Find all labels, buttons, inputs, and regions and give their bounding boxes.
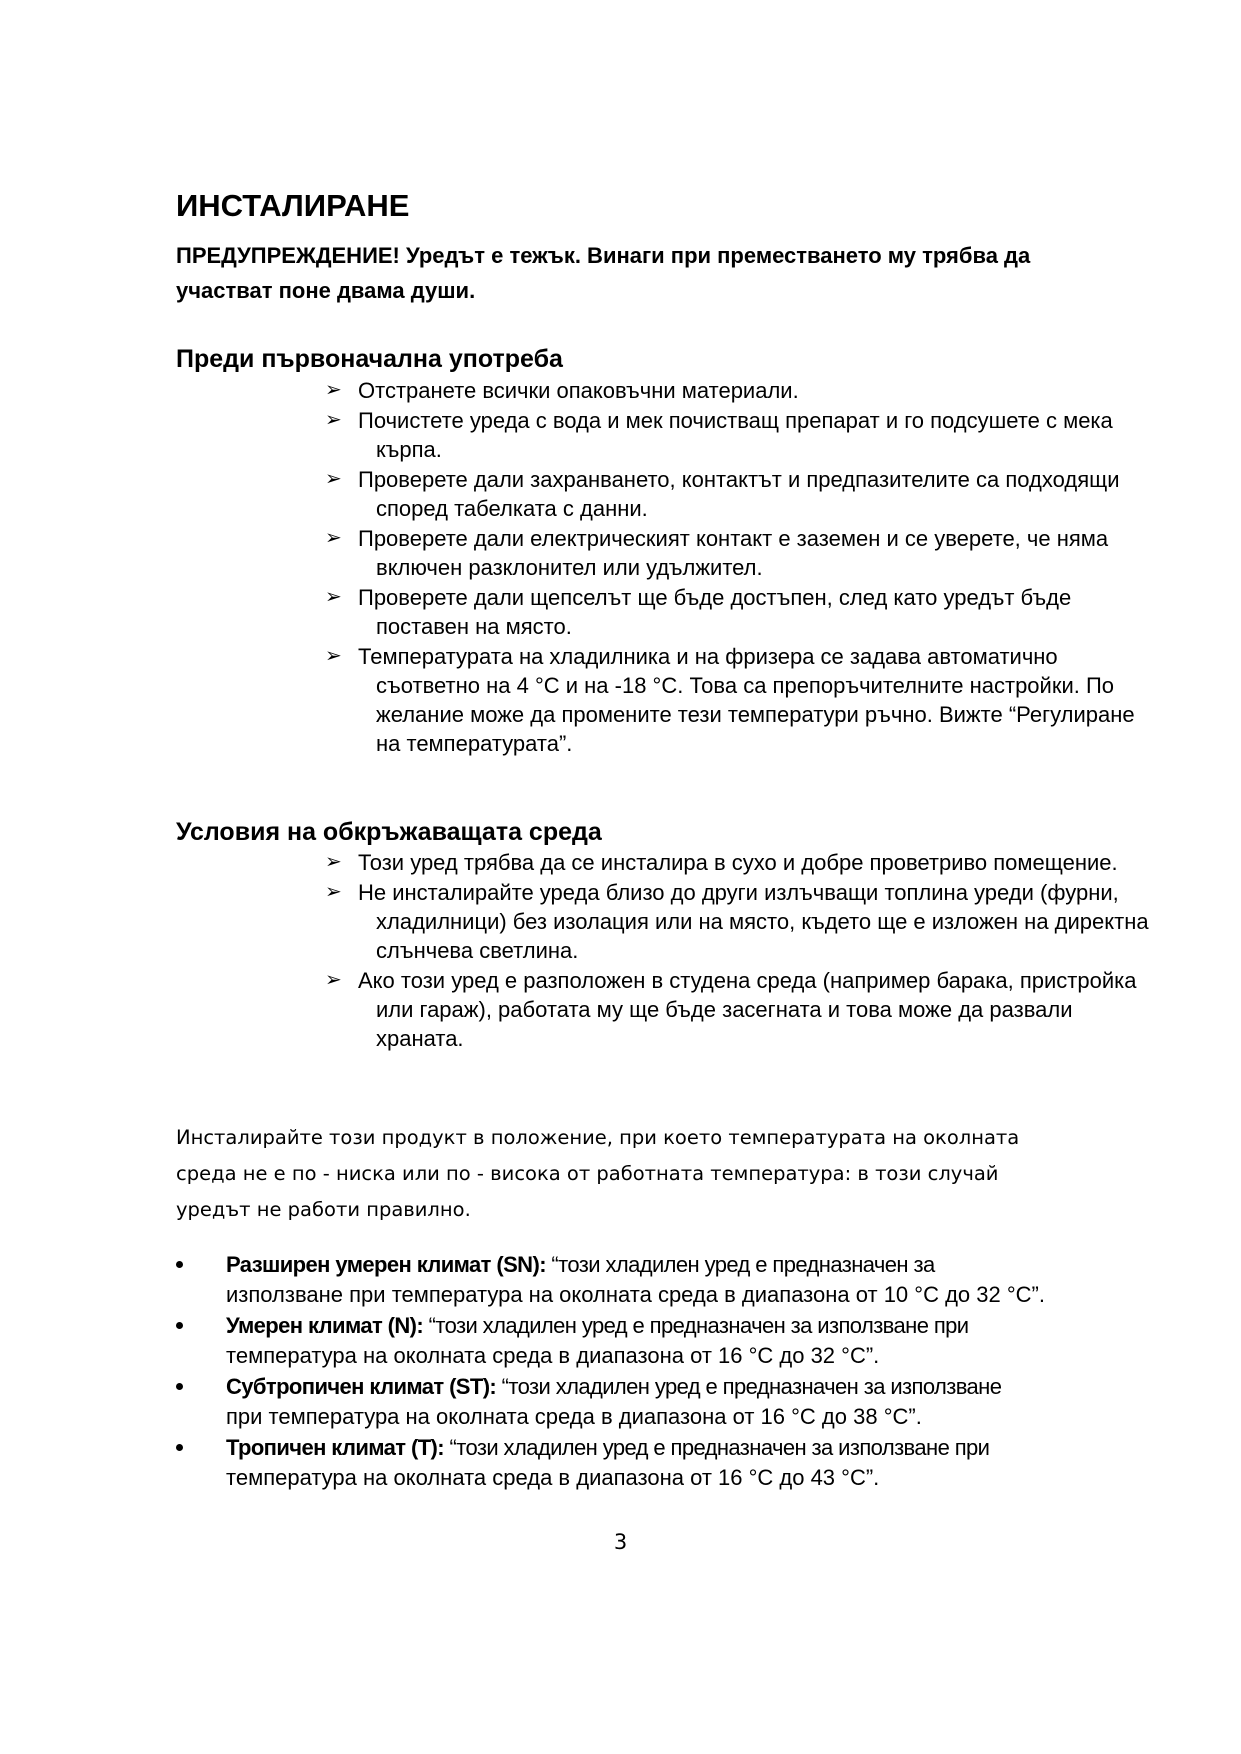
arrow-bullet-icon: ➢ <box>325 645 342 667</box>
climate-class-item: Тропичен климат (T): “този хладилен уред е предназначен за използване при температура на околната среда в диапазона от 16 °C до 43 °C”. <box>176 1433 1176 1493</box>
page-number: 3 <box>613 1530 628 1554</box>
section-heading-environment: Условия на обкръжаващата среда <box>176 818 602 846</box>
bullet-dot-icon <box>176 1322 183 1329</box>
list-item: ➢ Почистете уреда с вода и мек почистващ препарат и го подсушете с мека кърпа. <box>325 408 1113 462</box>
climate-class-item: Умерен климат (N): “този хладилен уред е предназначен за използване при температура на околната среда в диапазона от 16 °C до 32 °C”. <box>176 1311 1176 1371</box>
environment-list <box>325 848 1155 1054</box>
arrow-bullet-icon: ➢ <box>325 969 342 991</box>
bullet-dot-icon <box>176 1261 183 1268</box>
list-item: ➢ Този уред трябва да се инсталира в сухо и добре проветриво помещение. <box>325 850 1118 875</box>
arrow-bullet-icon: ➢ <box>325 379 342 401</box>
climate-class-item: Субтропичен климат (ST): “този хладилен уред е предназначен за използване при температура на околната среда в диапазона от 16 °C до 38 °C”. <box>176 1372 1176 1432</box>
arrow-bullet-icon: ➢ <box>325 881 342 903</box>
arrow-bullet-icon: ➢ <box>325 527 342 549</box>
installation-paragraph: Инсталирайте този продукт в положение, при което температурата на околната среда не е по - ниска или по - висока от работната температура: в този случай уредът не работи правилно. <box>176 1126 1020 1221</box>
list-item: ➢ Температурата на хладилника и на фризера се задава автоматично съответно на 4 °C и на -18 °C. Това са препоръчителните настройки. По желание може да промените тези температури ръчно. Вижте “Регулиране на температурата”. <box>325 644 1135 756</box>
arrow-bullet-icon: ➢ <box>325 468 342 490</box>
bullet-dot-icon <box>176 1444 183 1451</box>
list-item: ➢ Проверете дали щепселът ще бъде достъпен, след като уредът бъде поставен на място. <box>325 585 1072 639</box>
list-item: ➢ Отстранете всички опаковъчни материали. <box>325 378 799 403</box>
arrow-bullet-icon: ➢ <box>325 586 342 608</box>
climate-class-list <box>176 1250 1176 1494</box>
list-item: ➢ Проверете дали захранването, контактът и предпазителите са подходящи според табелката с данни. <box>325 467 1120 521</box>
arrow-bullet-icon: ➢ <box>325 851 342 873</box>
bullet-dot-icon <box>176 1383 183 1390</box>
list-item: ➢ Ако този уред е разположен в студена среда (например барака, пристройка или гараж), работата му ще бъде засегната и това може да развали храната. <box>325 968 1137 1051</box>
before-use-list <box>325 376 1155 759</box>
climate-class-item: Разширен умерен климат (SN): “този хладилен уред е предназначен за използване при температура на околната среда в диапазона от 10 °C до 32 °C”. <box>176 1250 1176 1310</box>
page-title: ИНСТАЛИРАНЕ <box>176 188 410 223</box>
warning-text: ПРЕДУПРЕЖДЕНИЕ! Уредът е тежък. Винаги при преместването му трябва да участват поне двама души. <box>176 243 1031 303</box>
list-item: ➢ Проверете дали електрическият контакт е заземен и се уверете, че няма включен разклонител или удължител. <box>325 526 1109 580</box>
list-item: ➢ Не инсталирайте уреда близо до други излъчващи топлина уреди (фурни, хладилници) без изолация или на място, където ще е изложен на директна слънчева светлина. <box>325 880 1149 963</box>
arrow-bullet-icon: ➢ <box>325 409 342 431</box>
section-heading-before-use: Преди първоначална употреба <box>176 345 563 373</box>
